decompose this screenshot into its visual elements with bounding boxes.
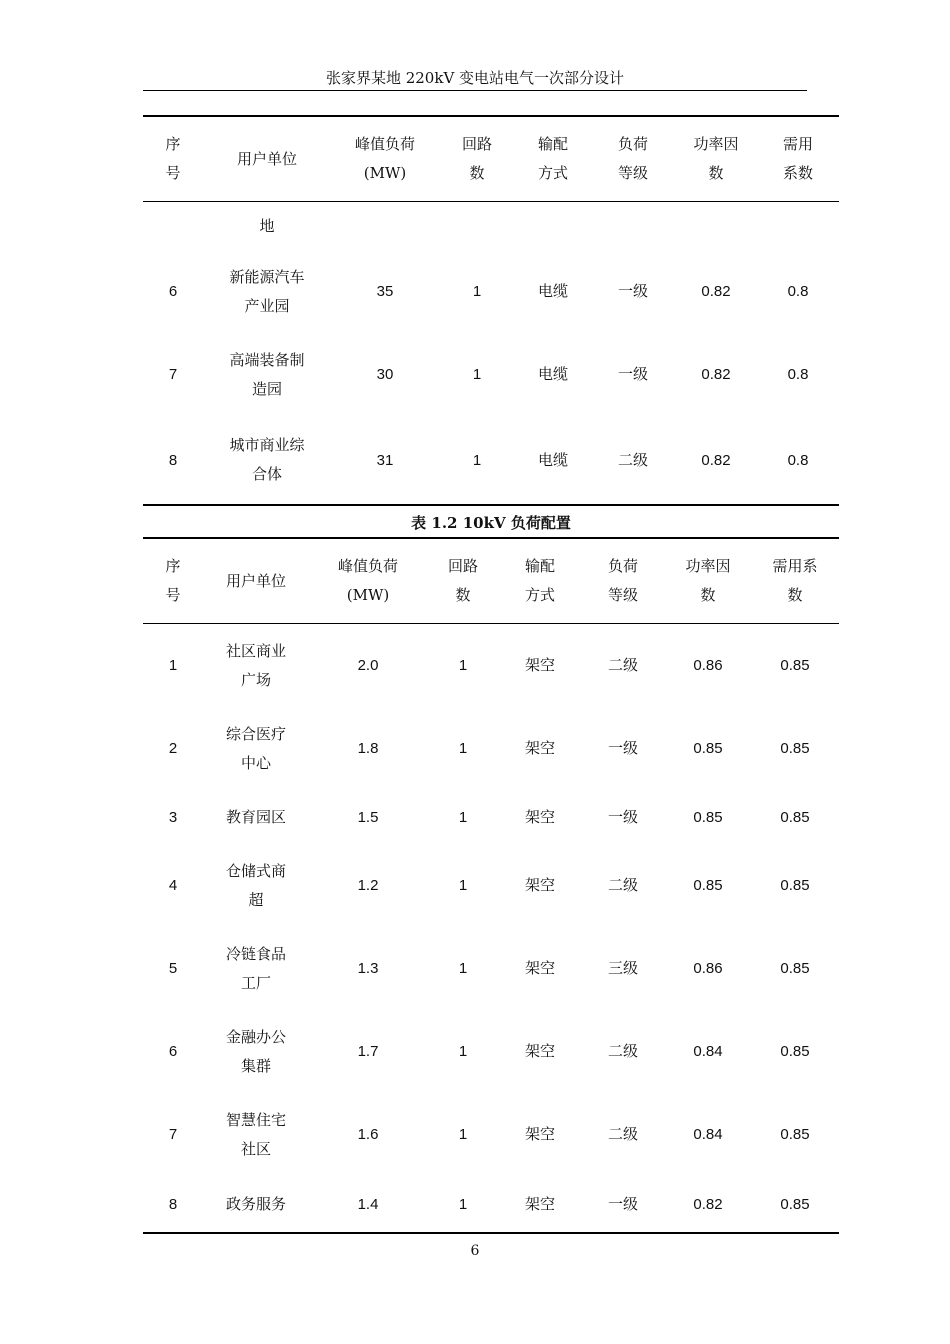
cell-load-grade: 三级 bbox=[607, 959, 638, 977]
cell-peak-load: 31 bbox=[376, 451, 394, 469]
header-load-grade: 负荷 等级 bbox=[617, 135, 648, 182]
cell-load-grade: 一级 bbox=[607, 807, 638, 826]
table-row bbox=[143, 1176, 839, 1234]
cell-peak-load: 35 bbox=[376, 283, 394, 300]
cell-index: 8 bbox=[168, 1195, 178, 1213]
cell-demand-factor bbox=[757, 202, 839, 250]
cell-distribution-mode: 架空 bbox=[524, 807, 555, 826]
cell-load-grade: 一级 bbox=[607, 739, 638, 757]
cell-user-unit: 教育园区 bbox=[225, 807, 286, 826]
cell-user-unit: 新能源汽车 产业园 bbox=[229, 267, 305, 315]
table-row bbox=[143, 707, 839, 790]
cell-index: 3 bbox=[168, 808, 178, 826]
table-row bbox=[143, 790, 839, 844]
cell-power-factor: 0.84 bbox=[693, 1126, 723, 1143]
cell-peak-load: 1.8 bbox=[357, 740, 379, 757]
cell-distribution-mode: 电缆 bbox=[537, 365, 568, 383]
header-peak-load: 峰值负荷 (MW) bbox=[354, 135, 415, 182]
cell-distribution-mode: 架空 bbox=[524, 1194, 555, 1213]
header-user-unit: 用户单位 bbox=[225, 571, 286, 590]
cell-user-unit: 政务服务 bbox=[225, 1194, 286, 1213]
cell-demand-factor: 0.85 bbox=[780, 1195, 810, 1213]
cell-index bbox=[143, 202, 203, 250]
cell-index: 5 bbox=[168, 960, 178, 977]
cell-peak-load: 1.6 bbox=[357, 1126, 379, 1143]
cell-power-factor: 0.82 bbox=[693, 1195, 723, 1213]
cell-power-factor: 0.82 bbox=[701, 366, 731, 383]
table-row bbox=[143, 250, 839, 333]
table-continued bbox=[143, 115, 839, 506]
cell-distribution-mode: 电缆 bbox=[537, 450, 568, 469]
cell-circuits: 1 bbox=[472, 366, 482, 383]
table-row bbox=[143, 624, 839, 707]
table-10kv-load bbox=[143, 537, 839, 1234]
cell-distribution-mode bbox=[515, 202, 591, 250]
cell-power-factor: 0.84 bbox=[693, 1043, 723, 1060]
cell-user-unit: 综合医疗 中心 bbox=[225, 724, 286, 772]
cell-power-factor: 0.82 bbox=[701, 451, 731, 469]
cell-user-unit: 城市商业综 合体 bbox=[229, 436, 305, 483]
cell-user-unit: 金融办公 集群 bbox=[225, 1027, 286, 1075]
cell-demand-factor: 0.85 bbox=[780, 657, 810, 674]
table-row bbox=[143, 1093, 839, 1176]
cell-demand-factor: 0.85 bbox=[780, 877, 810, 894]
cell-distribution-mode: 电缆 bbox=[537, 282, 568, 300]
cell-index: 4 bbox=[168, 877, 178, 894]
cell-load-grade: 二级 bbox=[607, 1042, 638, 1060]
header-user-unit: 用户单位 bbox=[236, 149, 297, 168]
cell-load-grade: 一级 bbox=[607, 1194, 638, 1213]
cell-index: 6 bbox=[168, 283, 178, 300]
cell-index: 7 bbox=[168, 1126, 178, 1143]
cell-demand-factor: 0.85 bbox=[780, 960, 810, 977]
cell-user-unit: 智慧住宅 社区 bbox=[225, 1110, 286, 1158]
header-circuits: 回路 数 bbox=[447, 557, 478, 604]
table-header-row bbox=[143, 115, 839, 202]
cell-load-grade: 二级 bbox=[607, 1125, 638, 1143]
cell-circuits: 1 bbox=[458, 877, 468, 894]
cell-peak-load: 1.2 bbox=[357, 877, 379, 894]
header-load-grade: 负荷 等级 bbox=[607, 557, 638, 604]
cell-circuits: 1 bbox=[472, 283, 482, 300]
cell-peak-load: 2.0 bbox=[357, 657, 379, 674]
cell-circuits: 1 bbox=[458, 1195, 468, 1213]
cell-distribution-mode: 架空 bbox=[524, 656, 555, 674]
cell-index: 1 bbox=[168, 657, 178, 674]
header-circuits: 回路 数 bbox=[461, 135, 492, 182]
cell-load-grade: 二级 bbox=[607, 656, 638, 674]
header-power-factor: 功率因 数 bbox=[685, 557, 731, 604]
header-power-factor: 功率因 数 bbox=[693, 135, 739, 182]
cell-power-factor: 0.86 bbox=[693, 657, 723, 674]
cell-demand-factor: 0.8 bbox=[787, 283, 809, 300]
cell-load-grade: 一级 bbox=[617, 365, 648, 383]
table-caption: 表 1.2 10kV 负荷配置 bbox=[411, 514, 571, 532]
cell-circuits: 1 bbox=[472, 451, 482, 469]
cell-demand-factor: 0.8 bbox=[787, 366, 809, 383]
cell-user-unit: 仓储式商 超 bbox=[225, 861, 286, 909]
cell-circuits bbox=[439, 202, 515, 250]
header-peak-load: 峰值负荷 (MW) bbox=[337, 557, 398, 604]
cell-distribution-mode: 架空 bbox=[524, 959, 555, 977]
cell-user-unit: 地 bbox=[259, 216, 275, 235]
cell-load-grade: 一级 bbox=[617, 282, 648, 300]
cell-distribution-mode: 架空 bbox=[524, 1042, 555, 1060]
cell-load-grade: 二级 bbox=[607, 876, 638, 894]
cell-power-factor: 0.85 bbox=[693, 877, 723, 894]
cell-peak-load: 1.5 bbox=[357, 808, 379, 826]
table-row bbox=[143, 416, 839, 506]
table-row bbox=[143, 1010, 839, 1093]
header-distribution-mode: 输配 方式 bbox=[524, 557, 555, 604]
cell-load-grade: 二级 bbox=[617, 450, 648, 469]
cell-user-unit: 高端装备制 造园 bbox=[229, 350, 305, 398]
header-distribution-mode: 输配 方式 bbox=[537, 135, 568, 182]
cell-circuits: 1 bbox=[458, 960, 468, 977]
cell-power-factor bbox=[675, 202, 757, 250]
table-row bbox=[143, 333, 839, 416]
header-demand-factor: 需用系 数 bbox=[772, 557, 818, 604]
table-header-row bbox=[143, 537, 839, 624]
header-demand-factor: 需用 系数 bbox=[782, 135, 813, 182]
page-header: 张家界某地 220kV 变电站电气一次部分设计 bbox=[143, 68, 807, 91]
cell-distribution-mode: 架空 bbox=[524, 739, 555, 757]
cell-user-unit: 社区商业 广场 bbox=[225, 641, 286, 689]
cell-power-factor: 0.85 bbox=[693, 808, 723, 826]
cell-peak-load: 1.3 bbox=[357, 960, 379, 977]
page-number: 6 bbox=[470, 1243, 480, 1259]
table-row bbox=[143, 844, 839, 927]
cell-circuits: 1 bbox=[458, 1043, 468, 1060]
cell-peak-load: 1.7 bbox=[357, 1043, 379, 1060]
cell-circuits: 1 bbox=[458, 1126, 468, 1143]
cell-index: 2 bbox=[168, 740, 178, 757]
cell-circuits: 1 bbox=[458, 808, 468, 826]
cell-circuits: 1 bbox=[458, 740, 468, 757]
cell-distribution-mode: 架空 bbox=[524, 876, 555, 894]
cell-peak-load: 1.4 bbox=[357, 1195, 379, 1213]
cell-demand-factor: 0.85 bbox=[780, 808, 810, 826]
cell-index: 7 bbox=[168, 366, 178, 383]
cell-index: 6 bbox=[168, 1043, 178, 1060]
header-index: 序 号 bbox=[165, 557, 181, 604]
table-row bbox=[143, 927, 839, 1010]
cell-peak-load bbox=[331, 202, 439, 250]
cell-demand-factor: 0.85 bbox=[780, 740, 810, 757]
cell-power-factor: 0.85 bbox=[693, 740, 723, 757]
cell-circuits: 1 bbox=[458, 657, 468, 674]
cell-demand-factor: 0.85 bbox=[780, 1126, 810, 1143]
cell-user-unit: 冷链食品 工厂 bbox=[225, 944, 286, 992]
cell-power-factor: 0.82 bbox=[701, 283, 731, 300]
cell-load-grade bbox=[591, 202, 675, 250]
cell-demand-factor: 0.8 bbox=[787, 451, 809, 469]
cell-power-factor: 0.86 bbox=[693, 960, 723, 977]
cell-index: 8 bbox=[168, 451, 178, 469]
cell-peak-load: 30 bbox=[376, 366, 394, 383]
cell-distribution-mode: 架空 bbox=[524, 1125, 555, 1143]
cell-demand-factor: 0.85 bbox=[780, 1043, 810, 1060]
header-index: 序 号 bbox=[165, 135, 181, 182]
table-row bbox=[143, 202, 839, 250]
